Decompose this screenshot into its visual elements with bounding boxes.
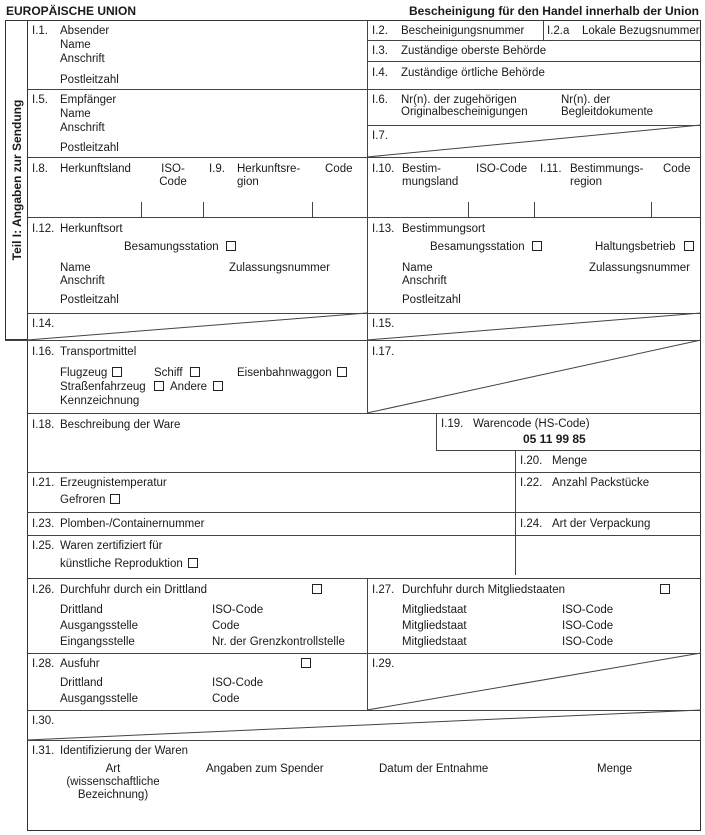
field-i2a-local-reference[interactable] (544, 21, 700, 40)
field-label: Erzeugnistemperatur (60, 477, 167, 489)
field-i1-sender[interactable] (28, 21, 366, 89)
transit-member-states-checkbox[interactable] (660, 584, 670, 594)
identification-label: Kennzeichnung (60, 395, 140, 407)
field-i22-packages[interactable] (516, 473, 700, 512)
airplane-checkbox[interactable] (112, 367, 122, 377)
frozen-label: Gefroren (60, 494, 106, 506)
column-header-collection-date: Datum der Entnahme (379, 763, 489, 775)
code-label: Code (663, 163, 691, 175)
column-header-species: Art (105, 763, 121, 775)
field-number: I.20. (520, 455, 543, 467)
third-country-label: Drittland (60, 677, 103, 689)
airplane-label: Flugzeug (60, 367, 108, 379)
accompanying-docs-label-2: Begleitdokumente (561, 106, 654, 118)
artificial-reproduction-checkbox[interactable] (188, 558, 198, 568)
field-i28-export[interactable] (28, 654, 366, 710)
header-left-title: EUROPÄISCHE UNION (6, 4, 137, 18)
strike-diagonal (27, 710, 701, 740)
field-number: I.14. (32, 318, 55, 330)
field-i23-seal-number[interactable] (28, 513, 514, 535)
insemination-station-label: Besamungsstation (124, 241, 219, 253)
border-control-post-label: Nr. der Grenzkontrollstelle (212, 636, 345, 648)
field-label: Transportmittel (60, 346, 137, 358)
field-i31-identification[interactable] (28, 741, 700, 830)
field-label: Menge (552, 455, 588, 467)
member-state-label: Mitgliedstaat (402, 604, 467, 616)
postcode-label: Postleitzahl (402, 294, 461, 306)
field-label: Absender (60, 25, 110, 37)
transit-third-country-checkbox[interactable] (312, 584, 322, 594)
side-panel-label: Teil I: Angaben zur Sendung (9, 99, 24, 261)
field-label-2: region (570, 176, 602, 188)
insemination-station-label: Besamungsstation (430, 241, 525, 253)
column-header-donor: Angaben zum Spender (206, 763, 324, 775)
side-panel (5, 20, 27, 340)
field-number: I.16. (32, 346, 55, 358)
field-number: I.21. (32, 477, 55, 489)
field-number: I.2.a (547, 25, 570, 37)
field-number: I.4. (372, 67, 388, 79)
field-number: I.15. (372, 318, 395, 330)
member-state-label: Mitgliedstaat (402, 620, 467, 632)
field-number: I.3. (372, 45, 388, 57)
strike-diagonal (367, 653, 701, 710)
field-number: I.28. (32, 658, 55, 670)
field-label: Waren zertifiziert für (60, 540, 163, 552)
address-label: Anschrift (402, 275, 447, 287)
field-i2-certificate-number[interactable] (368, 21, 543, 40)
field-label: Bescheinigungsnummer (401, 25, 525, 37)
field-label: Durchfuhr durch Mitgliedstaaten (402, 584, 565, 596)
artificial-reproduction-label: künstliche Reproduktion (60, 558, 183, 570)
field-number: I.13. (372, 223, 395, 235)
field-label: Bestimmungs- (570, 163, 644, 175)
field-label-2: mungsland (402, 176, 459, 188)
road-vehicle-label: Straßenfahrzeug (60, 381, 146, 393)
field-i12-place-of-origin[interactable] (28, 218, 366, 313)
iso-code-label: ISO- (161, 163, 185, 175)
field-i3-central-authority[interactable] (368, 41, 700, 61)
iso-code-label: ISO-Code (562, 636, 614, 648)
field-i8-country-of-origin[interactable] (28, 158, 203, 217)
field-number: I.22. (520, 477, 543, 489)
field-number: I.26. (32, 584, 55, 596)
field-number: I.23. (32, 518, 55, 530)
field-label-2: gion (237, 176, 259, 188)
strike-diagonal (367, 313, 701, 340)
road-vehicle-checkbox[interactable] (154, 381, 164, 391)
field-number: I.17. (372, 346, 395, 358)
hs-code-value: 05 11 99 85 (523, 432, 586, 446)
field-i18-description[interactable] (28, 414, 434, 472)
other-checkbox[interactable] (213, 381, 223, 391)
field-number: I.24. (520, 518, 543, 530)
tick (312, 202, 313, 217)
field-number: I.1. (32, 25, 48, 37)
railway-wagon-checkbox[interactable] (337, 367, 347, 377)
field-number: I.5. (32, 94, 48, 106)
field-label: Zuständige oberste Behörde (401, 45, 547, 57)
field-label: Ausfuhr (60, 658, 100, 670)
address-label: Anschrift (60, 53, 105, 65)
field-i4-local-authority[interactable] (368, 62, 700, 89)
strike-diagonal (367, 125, 701, 157)
holding-label: Haltungsbetrieb (595, 241, 676, 253)
member-state-label: Mitgliedstaat (402, 636, 467, 648)
export-checkbox[interactable] (301, 658, 311, 668)
field-label: Lokale Bezugsnummer (582, 25, 700, 37)
exit-point-label: Ausgangsstelle (60, 693, 138, 705)
field-label: Anzahl Packstücke (552, 477, 650, 489)
field-label: Herkunftsre- (237, 163, 301, 175)
field-number: I.11. (540, 163, 562, 175)
name-label: Name (60, 39, 91, 51)
original-certs-label: Nr(n). der zugehörigen (401, 94, 517, 106)
field-i26-transit-third-country[interactable] (28, 579, 366, 653)
field-label: Plomben-/Containernummer (60, 518, 205, 530)
field-i24-packaging-type[interactable] (516, 513, 700, 535)
address-label: Anschrift (60, 275, 105, 287)
field-number: I.30. (32, 715, 55, 727)
field-number: I.18. (32, 419, 55, 431)
ship-checkbox[interactable] (190, 367, 200, 377)
approval-number-label: Zulassungsnummer (229, 262, 330, 274)
railway-wagon-label: Eisenbahnwaggon (237, 367, 332, 379)
accompanying-docs-label: Nr(n). der (561, 94, 611, 106)
name-label: Name (60, 108, 91, 120)
code-label: Code (212, 693, 240, 705)
iso-code-label: ISO-Code (476, 163, 528, 175)
field-i19-hs-code[interactable] (437, 414, 700, 450)
code-label: Code (325, 163, 353, 175)
column-header-species-2: (wissenschaftliche (66, 776, 160, 788)
third-country-label: Drittland (60, 604, 103, 616)
field-number: I.25. (32, 540, 55, 552)
iso-code-label-2: Code (159, 176, 187, 188)
field-number: I.10. (372, 163, 395, 175)
field-number: I.29. (372, 658, 395, 670)
name-label: Name (60, 262, 91, 274)
iso-code-label: ISO-Code (212, 677, 264, 689)
code-label: Code (212, 620, 240, 632)
postcode-label: Postleitzahl (60, 294, 119, 306)
holding-checkbox[interactable] (684, 241, 694, 251)
field-i27-transit-member-states[interactable] (368, 579, 700, 653)
field-i13-place-of-destination[interactable] (368, 218, 700, 313)
iso-code-label: ISO-Code (212, 604, 264, 616)
field-number: I.2. (372, 25, 388, 37)
field-number: I.31. (32, 745, 55, 757)
address-label: Anschrift (60, 122, 105, 134)
field-label: Bestimmungsort (402, 223, 486, 235)
ship-label: Schiff (154, 367, 183, 379)
field-i21-temperature[interactable] (28, 473, 514, 512)
iso-code-label: ISO-Code (562, 604, 614, 616)
approval-number-label: Zulassungsnummer (589, 262, 690, 274)
header-right-title: Bescheinigung für den Handel innerhalb der Union (408, 4, 699, 18)
original-certs-label-2: Originalbescheinigungen (401, 106, 528, 118)
field-label: Empfänger (60, 94, 117, 106)
field-label: Herkunftsort (60, 223, 123, 235)
insemination-station-checkbox[interactable] (226, 241, 236, 251)
field-i20-quantity[interactable] (516, 451, 700, 472)
postcode-label: Postleitzahl (60, 74, 119, 86)
exit-point-label: Ausgangsstelle (60, 620, 138, 632)
postcode-label: Postleitzahl (60, 142, 119, 154)
name-label: Name (402, 262, 433, 274)
field-number: I.27. (372, 584, 395, 596)
field-i10-country-of-destination[interactable] (368, 158, 533, 217)
iso-code-label: ISO-Code (562, 620, 614, 632)
tick (468, 202, 469, 217)
field-label: Durchfuhr durch ein Drittland (60, 584, 208, 596)
field-number: I.8. (32, 163, 48, 175)
field-label: Beschreibung der Ware (60, 419, 181, 431)
strike-diagonal (367, 340, 701, 413)
field-i5-consignee[interactable] (28, 90, 366, 157)
tick (203, 202, 204, 217)
field-i9-region-of-origin[interactable] (205, 158, 366, 217)
field-label: Bestim- (402, 163, 441, 175)
field-i6-document-numbers[interactable] (368, 90, 700, 125)
field-number: I.7. (372, 130, 388, 142)
field-label: Warencode (HS-Code) (473, 418, 590, 430)
field-i11-region-of-destination[interactable] (540, 158, 700, 217)
field-number: I.6. (372, 94, 388, 106)
tick (141, 202, 142, 217)
field-label: Identifizierung der Waren (60, 745, 189, 757)
entry-point-label: Eingangsstelle (60, 636, 135, 648)
column-header-species-3: Bezeichnung) (77, 789, 149, 801)
field-label: Zuständige örtliche Behörde (401, 67, 545, 79)
strike-diagonal (27, 313, 367, 340)
tick (651, 202, 652, 217)
field-number: I.9. (209, 163, 225, 175)
insemination-station-checkbox[interactable] (532, 241, 542, 251)
field-label: Art der Verpackung (552, 518, 651, 530)
field-number: I.12. (32, 223, 55, 235)
field-i25-certified-for[interactable] (28, 536, 700, 578)
column-header-quantity: Menge (597, 763, 633, 775)
field-label: Herkunftsland (60, 163, 131, 175)
frozen-checkbox[interactable] (110, 494, 120, 504)
field-number: I.19. (441, 418, 464, 430)
tick (534, 202, 535, 217)
field-i16-means-of-transport[interactable] (28, 341, 366, 413)
other-label: Andere (170, 381, 208, 393)
